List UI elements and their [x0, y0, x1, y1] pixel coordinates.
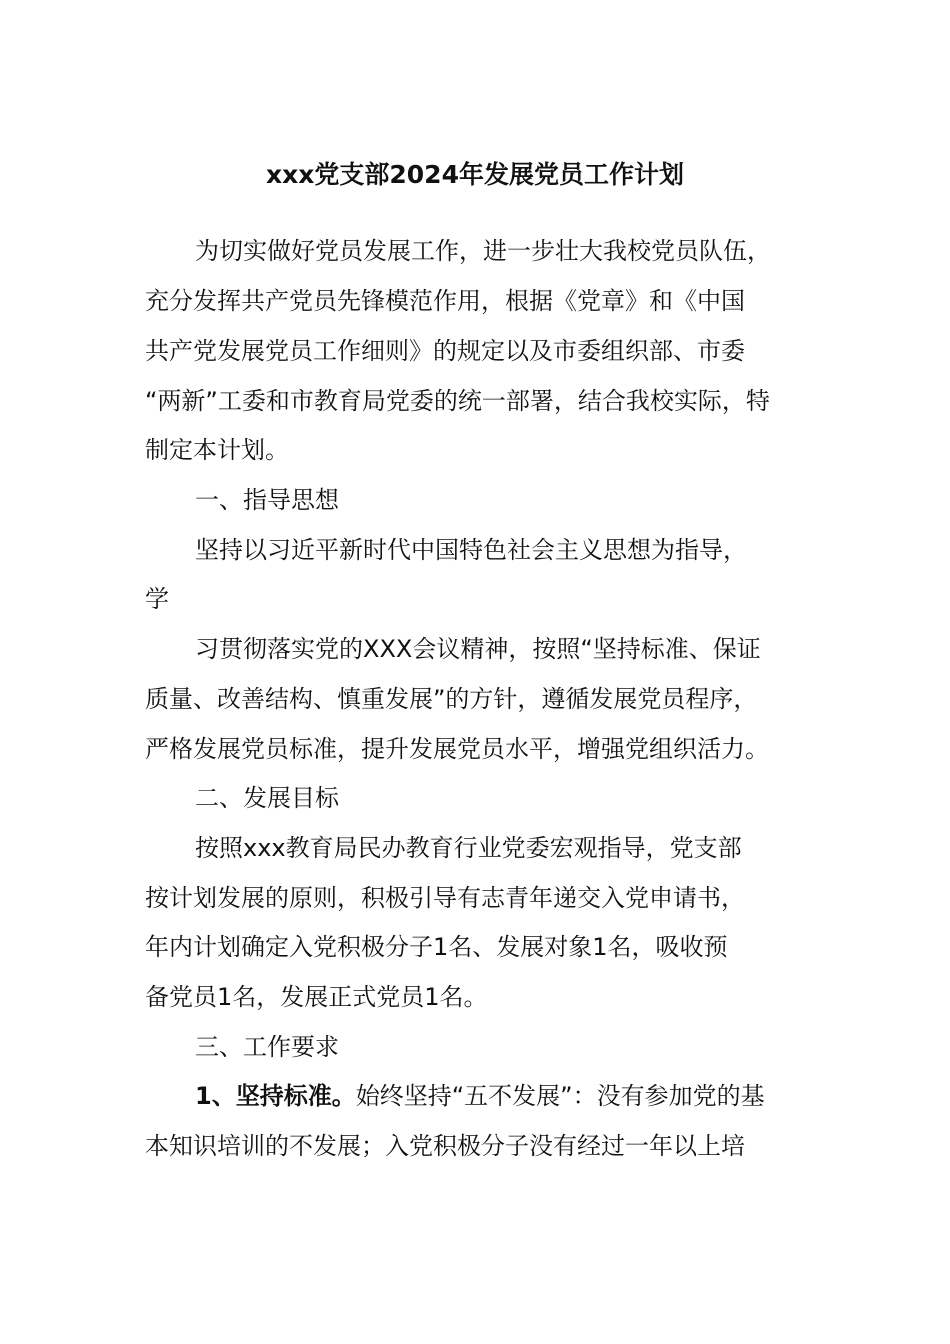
document-title: xxx党支部2024年发展党员工作计划	[266, 160, 684, 189]
section3-item1-line-1	[195, 1071, 765, 1121]
section3-heading: 三、工作要求	[195, 1033, 339, 1061]
section2-para-line-2: 按计划发展的原则，积极引导有志青年递交入党申请书，	[145, 884, 745, 912]
section1-heading: 一、指导思想	[195, 486, 339, 514]
section2-para-line-3: 年内计划确定入党积极分子1名、发展对象1名，吸收预	[145, 933, 728, 961]
intro-line-1: 为切实做好党员发展工作，进一步壮大我校党员队伍，	[195, 237, 771, 265]
section2-para-line-1: 按照xxx教育局民办教育行业党委宏观指导，党支部	[195, 834, 742, 862]
section3-item1-line-2: 本知识培训的不发展；入党积极分子没有经过一年以上培	[145, 1132, 745, 1160]
intro-line-3: 共产党发展党员工作细则》的规定以及市委组织部、市委	[145, 337, 745, 365]
section3-item1-lead: 1、坚持标准。	[195, 1082, 356, 1110]
section1-para-b-line-2: 质量、改善结构、慎重发展”的方针，遵循发展党员程序，	[145, 685, 758, 713]
section1-para-a-line-2: 学	[145, 585, 169, 613]
section2-heading: 二、发展目标	[195, 784, 339, 812]
intro-line-2: 充分发挥共产党员先锋模范作用，根据《党章》和《中国	[145, 287, 745, 315]
section1-para-b-line-1: 习贯彻落实党的XXX会议精神，按照“坚持标准、保证	[195, 635, 761, 663]
section2-para-line-4: 备党员1名，发展正式党员1名。	[145, 983, 488, 1011]
section1-para-a-line-1: 坚持以习近平新时代中国特色社会主义思想为指导，	[195, 536, 747, 564]
intro-line-4: “两新”工委和市教育局党委的统一部署，结合我校实际，特	[145, 387, 770, 415]
intro-line-5: 制定本计划。	[145, 436, 289, 464]
section1-para-b-line-3: 严格发展党员标准，提升发展党员水平，增强党组织活力。	[145, 735, 769, 763]
section3-item1-text: 始终坚持“五不发展”：没有参加党的基	[355, 1082, 765, 1110]
